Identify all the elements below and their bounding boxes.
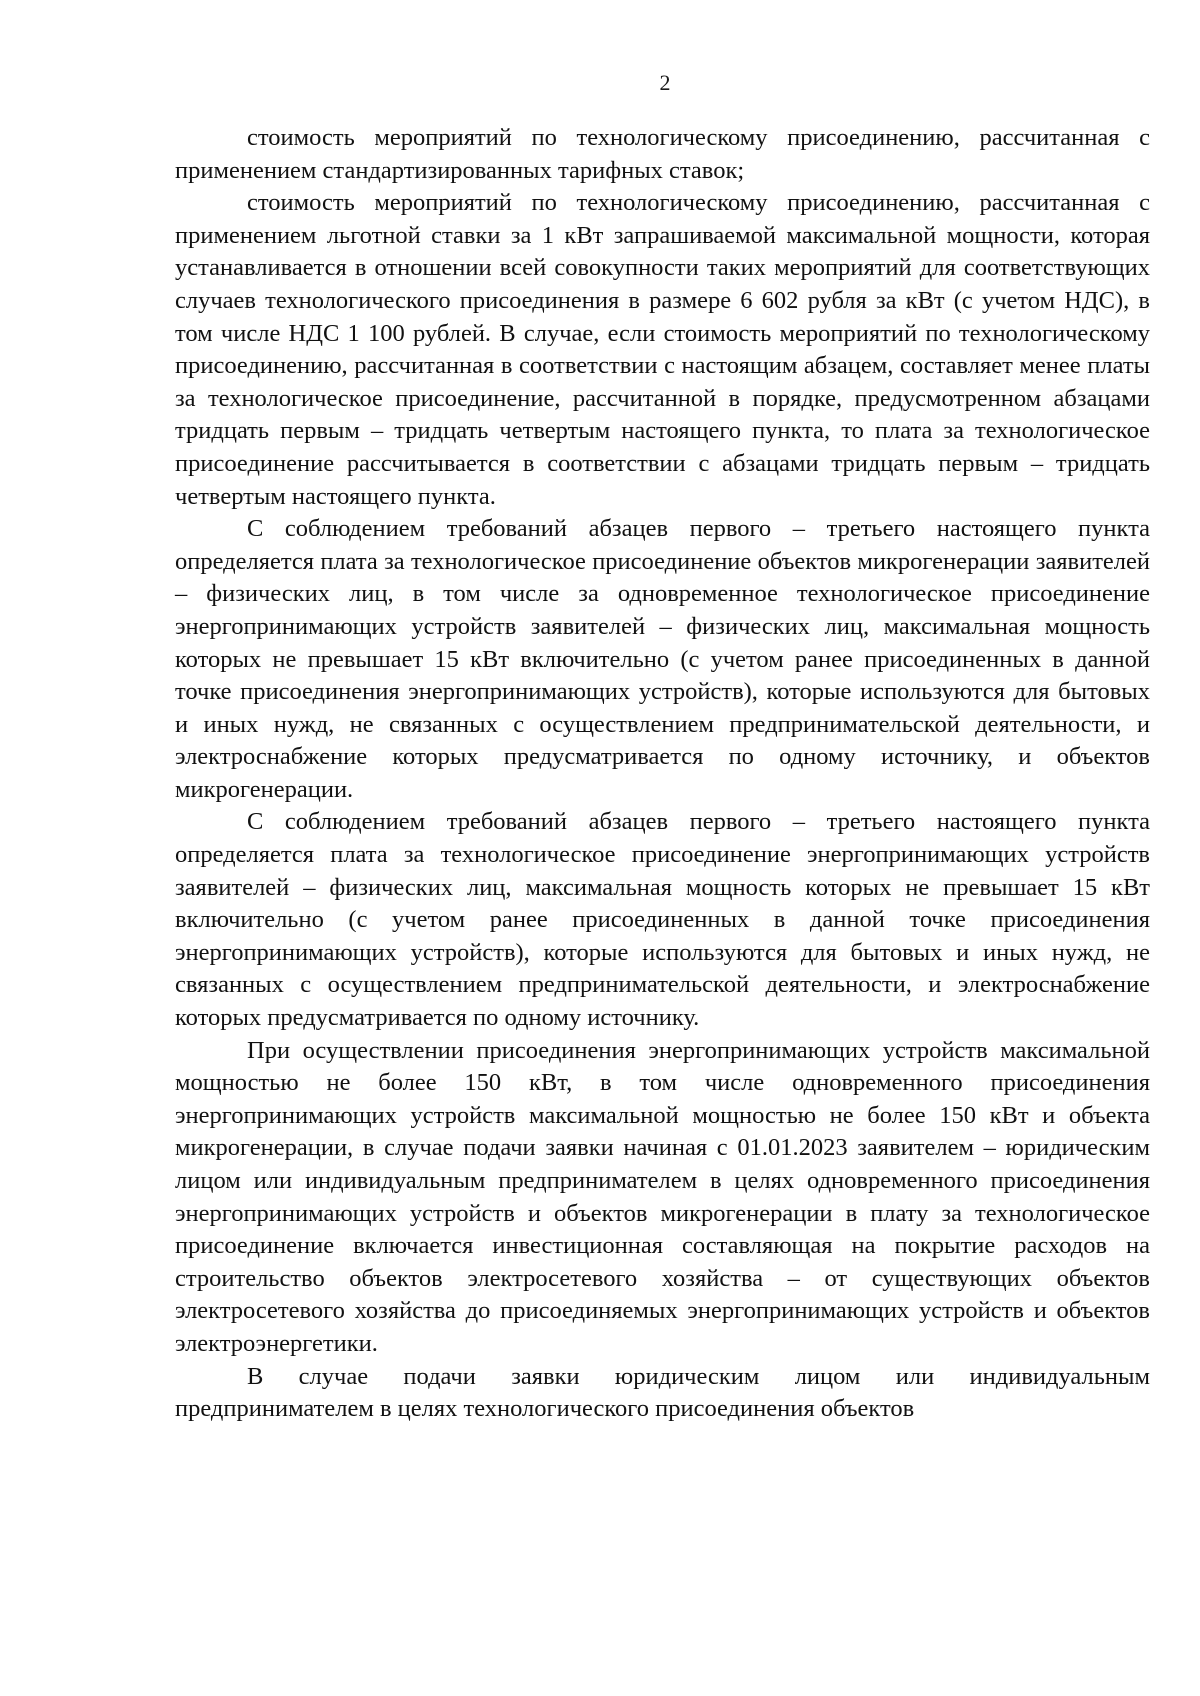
paragraph-1: стоимость мероприятий по технологическому присоединению, рассчитанная с применением стандартизированных тарифных ставок; [175, 124, 1150, 184]
page-number: 2 [659, 70, 671, 95]
paragraph-3: С соблюдением требований абзацев первого – третьего настоящего пункта определяется плата за технологическое присоединение объектов микрогенерации заявителей – физических лиц, в том числе за одновременное технологическое присоединение энергопринимающих устройств заявителей – физических лиц, максимальная мощность которых не превышает 15 кВт включительно (с учетом ранее присоединенных в данной точке присоединения энергопринимающих устройств), которые используются для бытовых и иных нужд, не связанных с осуществлением предпринимательской деятельности, и электроснабжение которых предусматривается по одному источнику, и объектов микрогенерации. [175, 515, 1150, 803]
paragraph-4: С соблюдением требований абзацев первого – третьего настоящего пункта определяется плата за технологическое присоединение энергопринимающих устройств заявителей – физических лиц, максимальная мощность которых не превышает 15 кВт включительно (с учетом ранее присоединенных в данной точке присоединения энергопринимающих устройств), которые используются для бытовых и иных нужд, не связанных с осуществлением предпринимательской деятельности, и электроснабжение которых предусматривается по одному источнику. [175, 808, 1150, 1032]
document-body [175, 122, 1150, 1426]
paragraph-2: стоимость мероприятий по технологическому присоединению, рассчитанная с применением льготной ставки за 1 кВт запрашиваемой максимальной мощности, которая устанавливается в отношении всей совокупности таких мероприятий для соответствующих случаев технологического присоединения в размере 6 602 рубля за кВт (с учетом НДС), в том числе НДС 1 100 рублей. В случае, если стоимость мероприятий по технологическому присоединению, рассчитанная в соответствии с настоящим абзацем, составляет менее платы за технологическое присоединение, рассчитанной в порядке, предусмотренном абзацами тридцать первым – тридцать четвертым настоящего пункта, то плата за технологическое присоединение рассчитывается в соответствии с абзацами тридцать первым – тридцать четвертым настоящего пункта. [175, 189, 1150, 510]
paragraph-6: В случае подачи заявки юридическим лицом или индивидуальным предпринимателем в целях технологического присоединения объектов [175, 1362, 1150, 1423]
paragraph-5: При осуществлении присоединения энергопринимающих устройств максимальной мощностью не более 150 кВт, в том числе одновременного присоединения энергопринимающих устройств максимальной мощностью не более 150 кВт и объекта микрогенерации, в случае подачи заявки начиная с 01.01.2023 заявителем – юридическим лицом или индивидуальным предпринимателем в целях одновременного присоединения энергопринимающих устройств и объектов микрогенерации в плату за технологическое присоединение включается инвестиционная составляющая на покрытие расходов на строительство объектов электросетевого хозяйства – от существующих объектов электросетевого хозяйства до присоединяемых энергопринимающих устройств и объектов электроэнергетики. [175, 1036, 1150, 1357]
